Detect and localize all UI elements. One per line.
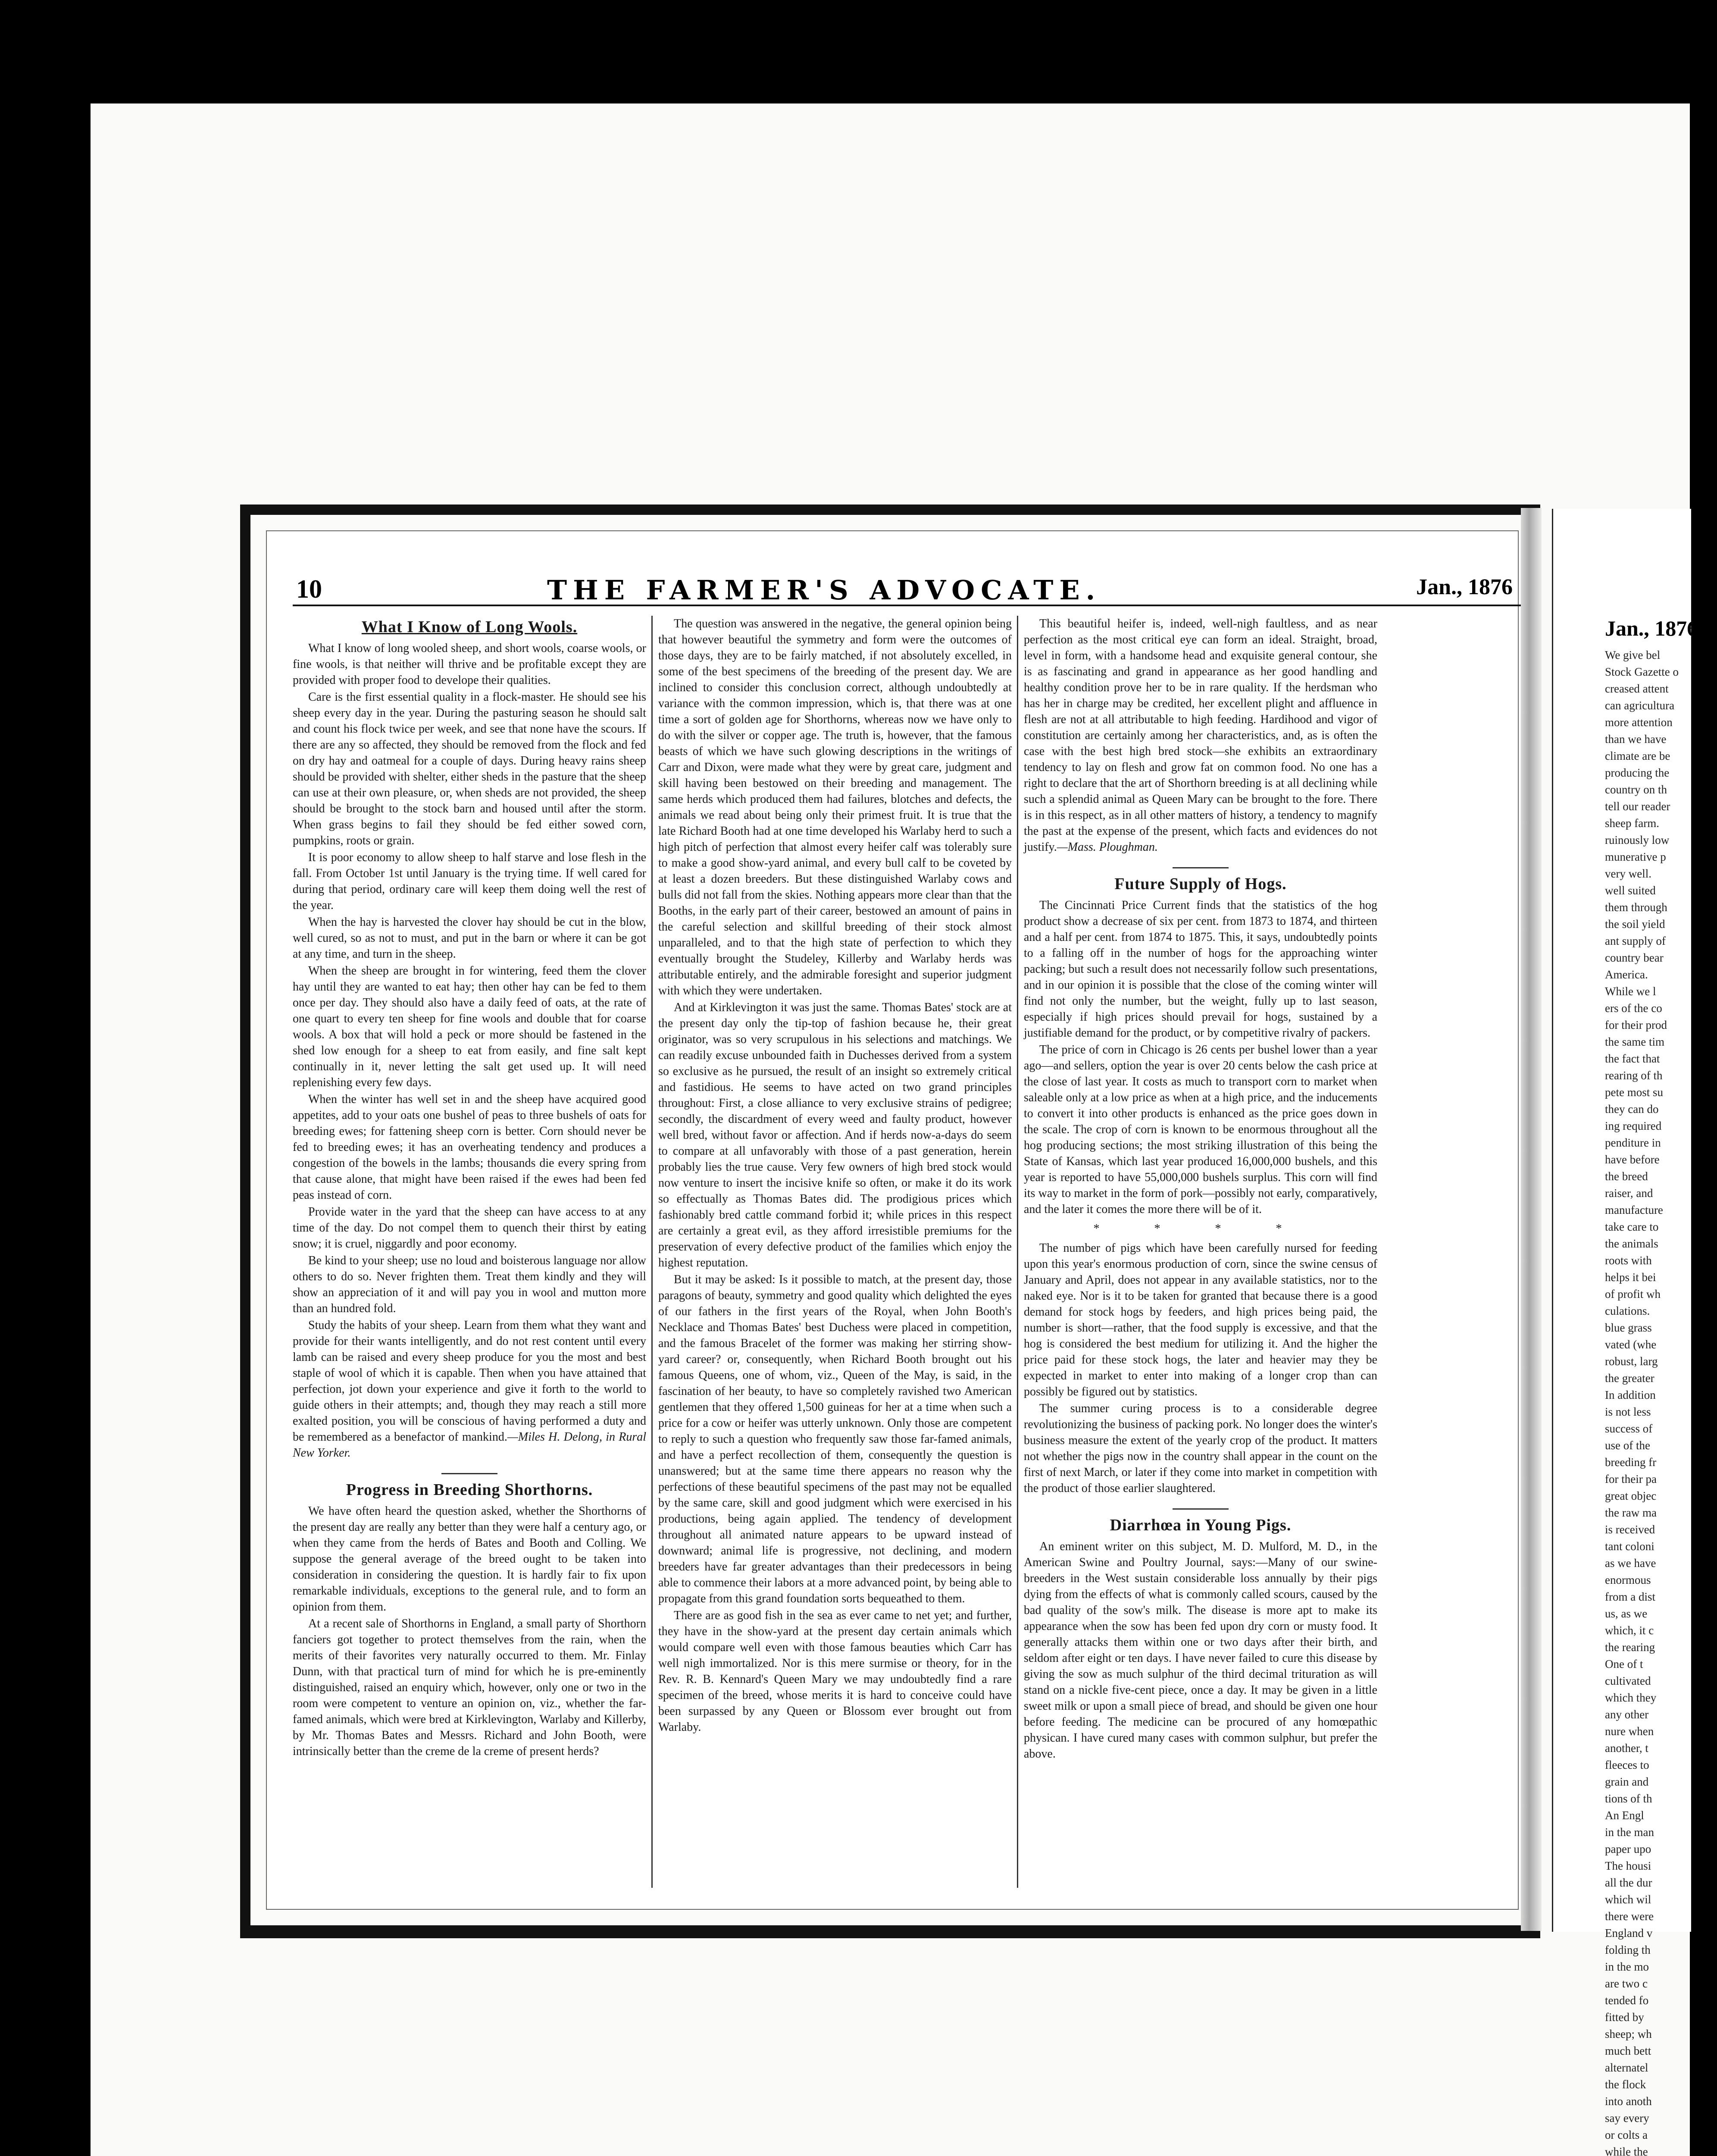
paragraph: What I know of long wooled sheep, and short wools, coarse wools, or fine wools, is that neither will thrive and be profitable except they are provided with proper food to develope their qualities. [293, 642, 646, 687]
facing-page-line: culations. [1605, 1304, 1650, 1317]
facing-page-line: in the mo [1605, 1960, 1649, 1973]
facing-page-line: the rearing [1605, 1641, 1655, 1654]
paragraph: Study the habits of your sheep. Learn from them what they want and provide for their wants intelligently, and do not rest content until every lamb can be raised and every sheep produce for you the most and best staple of wool of which it is capable. Then when you have attained that perfection, jot down your experience and give it forth to the world to guide others in their attempts; and, though they may reach a still more exalted position, you will be conscious of having performed a duty and be remembered as a benefactor of mankind.—Miles H. Delong, in Rural New Yorker. [293, 1319, 647, 1460]
facing-page-line: England v [1605, 1927, 1653, 1940]
facing-page-line: in the man [1605, 1826, 1654, 1839]
facing-page-line: us, as we [1605, 1607, 1648, 1620]
facing-page-line: more attention [1605, 716, 1673, 729]
newspaper-page [240, 505, 1540, 1938]
article-divider [1173, 1508, 1229, 1510]
facing-page-line: into anoth [1605, 2095, 1652, 2108]
facing-page-line: use of the [1605, 1439, 1650, 1452]
article-divider [441, 1473, 497, 1474]
facing-page-line: rearing of th [1605, 1069, 1663, 1082]
facing-page-line: tended fo [1605, 1994, 1649, 2007]
paragraph: We have often heard the question asked, whether the Shorthorns of the present day are really any better than they were half a century ago, or when they came from the herds of Bates and Booth and Colling. We suppose the general average of the breed ought to be taken into consideration in considering the question. It is hardly fair to fix upon remarkable individuals, exceptions to the general rule, and to form an opinion from them. [293, 1504, 646, 1614]
facing-page-line: are two c [1605, 1977, 1648, 1990]
article-body-shorthorns [293, 1503, 646, 1759]
facing-page-line: breeding fr [1605, 1456, 1657, 1469]
paragraph: Provide water in the yard that the sheep can have access to at any time of the day. Do not compel them to quench their thirst by eating snow; it is cruel, niggardly and poor economy. [293, 1205, 646, 1250]
facing-page-line: ing required [1605, 1119, 1662, 1132]
facing-page-line: or colts a [1605, 2128, 1648, 2141]
facing-page-line: raiser, and [1605, 1187, 1653, 1200]
facing-page-line: Stock Gazette o [1605, 665, 1679, 678]
facing-page-line: for their prod [1605, 1018, 1667, 1031]
facing-page-line: from a dist [1605, 1590, 1655, 1603]
facing-page-line: munerative p [1605, 850, 1666, 863]
paragraph: The summer curing process is to a considerable degree revolutionizing the business of packing pork. No longer does the winter's business measure the extent of the yearly crop of the product. It matters not whether the pigs now in the country shall appear in the count on the first of next March, or later if they come into market in competition with the product of those earlier slaughtered. [1024, 1402, 1377, 1495]
facing-page-line: ruinously low [1605, 834, 1670, 846]
facing-page-fragment [1552, 509, 1698, 2156]
column-3 [1024, 616, 1377, 1892]
paragraph: When the hay is harvested the clover hay should be cut in the blow, well cured, so as not to must, and put in the barn or where it can be got at any time, and turn in the sheep. [293, 915, 646, 961]
paragraph: At a recent sale of Shorthorns in England, a small party of Shorthorn fanciers got together to protect themselves from the rain, when the merits of their favorites very naturally occurred to them. Mr. Finlay Dunn, with that practical turn of mind for which he is pre-eminently distinguished, raised an enquiry which, however, only one or two in the room were competent to venture an opinion on, viz., whether the far-famed animals, which were bred at Kirklevington, Warlaby and Killerby, by Mr. Thomas Bates and Messrs. Richard and John Booth, were intrinsically better than the creme de la creme of present herds? [293, 1617, 646, 1758]
facing-page-line: the same tim [1605, 1035, 1664, 1048]
column-2 [658, 616, 1012, 1892]
facing-page-line: as we have [1605, 1557, 1656, 1570]
paragraph: An eminent writer on this subject, M. D. Mulford, M. D., in the American Swine and Poultry Journal, says:—Many of our swine-breeders in the West sustain considerable loss annually by their pigs dying from the effects of what is commonly called scours, caused by the bad quality of the sow's milk. The disease is more apt to make its appearance when the sow has been fed upon dry corn or musty food. It generally attacks them within one or two days after their birth, and seldom after eight or ten days. I have never failed to cure this disease by giving the sow as much sulphur of the third decimal trituration as will stand on a nickle five-cent piece, once a day. It may be given in a little sweet milk or upon a small piece of bread, and should be given one hour before feeding. The medicine can be procured of any homœpathic physican. I have cured many cases with common sulphur, but prefer the above. [1024, 1540, 1377, 1761]
facing-page-line: all the dur [1605, 1876, 1652, 1889]
paper-title: THE FARMER'S ADVOCATE. [547, 574, 1101, 606]
facing-page-line: the raw ma [1605, 1506, 1657, 1519]
facing-page-line: ers of the co [1605, 1002, 1662, 1015]
facing-page-line: which wil [1605, 1893, 1651, 1906]
facing-page-line: America. [1605, 968, 1648, 981]
article-title-long-wools: What I Know of Long Wools. [361, 618, 578, 636]
article-body-long-wools [293, 640, 646, 1461]
facing-page-line: alternatel [1605, 2061, 1648, 2074]
facing-page-line: manufacture [1605, 1203, 1663, 1216]
facing-page-line: they can do [1605, 1103, 1659, 1116]
facing-page-line: robust, larg [1605, 1355, 1658, 1368]
facing-page-line: much bett [1605, 2044, 1651, 2057]
facing-page-line: tell our reader [1605, 800, 1670, 813]
facing-page-line: We give bel [1605, 649, 1661, 661]
article-body-shorthorns-end [1024, 616, 1377, 855]
facing-page-line: One of t [1605, 1658, 1643, 1670]
paragraph: This beautiful heifer is, indeed, well-nigh faultless, and as near perfection as the most critical eye can form an ideal. Straight, broad, level in form, with a handsome head and exquisite general contour, she is as fascinating and grand in appearance as her good handling and healthy condition prove her to be in rare quality. If the herdsman who has her in charge may be credited, her excellent plight and affluence in flesh are not at all attributable to high feeding. Hardihood and vigor of constitution are certainly among her characteristics, and, as is often the case with the best high bred stock—she exhibits an extraordinary tendency to lay on flesh and grow fat on common food. No one has a right to declare that the art of Shorthorn breeding is at all declining while such a splendid animal as Queen Mary can be brought to the fore. There is in this respect, as in all other matters of history, a tendency to magnify the past at the expense of the present, which facts and evidences do not justify.—Mass. Ploughman. [1024, 617, 1377, 854]
facing-page-line: ant supply of [1605, 934, 1666, 947]
facing-page-line: country on th [1605, 783, 1667, 796]
facing-page-line: While we l [1605, 985, 1656, 998]
facing-page-line: which they [1605, 1691, 1657, 1704]
facing-page-line: the greater [1605, 1372, 1654, 1385]
facing-page-line: well suited [1605, 884, 1656, 897]
article-divider [1173, 867, 1229, 868]
facing-page-line: In addition [1605, 1388, 1656, 1401]
facing-page-line: another, t [1605, 1742, 1648, 1755]
facing-page-line: creased attent [1605, 682, 1669, 695]
facing-page-line: is received [1605, 1523, 1655, 1536]
paragraph: When the winter has well set in and the sheep have acquired good appetites, add to your oats one bushel of peas to three bushels of oats for breeding ewes; for fattening sheep corn is better. Corn should never be fed to breeding ewes; it has an overheating tendency and produces a congestion of the bowels in the lambs; thousands die every spring from that cause alone, that might have been raised if the ewes had been fed peas instead of corn. [293, 1093, 646, 1202]
facing-page-line: cultivated [1605, 1674, 1651, 1687]
facing-page-line: paper upo [1605, 1843, 1651, 1855]
attribution: —Mass. Ploughman. [1057, 840, 1158, 854]
facing-page-line: climate are be [1605, 749, 1670, 762]
facing-page-text [1605, 647, 1717, 2156]
paragraph: But it may be asked: Is it possible to match, at the present day, those paragons of beauty, symmetry and good quality which delighted the eyes of our fathers in the first years of the Royal, when John Booth's Necklace and Thomas Bates' best Duchess were placed in competition, and the famous Bracelet of the former was making her stirring show-yard career? or, consequently, when Richard Booth brought out his famous Queens, one of whom, viz., Queen of the May, is said, in the fascination of her beauty, to have so completely ravished two American gentlemen that they offered 1,500 guineas for her at a time when such a price for a cow or heifer was utterly unknown. Only those are competent to reply to such a question who frequently saw those far-famed animals, and have a perfect recollection of them, consequently the question is unanswered; but at the same time there appears no reason why the perfections of these beautiful specimens of the past may not be equalled by the same care, skill and good judgment which were exercised in his productions, being again applied. The tendency of development throughout all animated nature appears to be upward instead of downward; animal life is progressive, not declining, and modern breeders have far greater advantages than their predecessors in being able to commence their labors at a more advanced point, by being able to propagate from this grand foundation sorts bequeathed to them. [658, 1273, 1012, 1605]
paragraph: The question was answered in the negative, the general opinion being that however beautiful the symmetry and form were the outcomes of those days, they are to be fairly matched, if not absolutely excelled, in some of the best specimens of the breeding of the present day. We are inclined to consider this conclusion correct, although undoubtedly at variance with the common impression, which is, that there was at one time a sort of golden age for Shorthorns, whereas now we have only to do with the silver or copper age. The truth is, however, that the famous beasts of which we have such glowing descriptions in the writings of Carr and Dixon, were made what they were by great care, judgment and skill having been bestowed on their breeding and management. The same herds which produced them had failures, blotches and defects, the animals we read about being only their primest fruit. It is true that the late Richard Booth had at one time developed his Warlaby herd to such a high pitch of perfection that almost every heifer calf was tolerably sure to make a good show-yard animal, and every bull calf to be coveted by at least a dozen breeders. But these distinguished Warlaby cows and bulls did not fall from the skies. Nothing appears more clear than that the Booths, in the early part of their career, bestowed an amount of pains in the careful selection and skillful breeding of their stock almost unparalleled, and to that the high state of perfection to which they eventually brought the Studeley, Killerby and Warlaby herds was attributable entirely, and the admirable foresight and superior judgment with which they were undertaken. [658, 617, 1012, 997]
facing-page-date: Jan., 1876 [1605, 616, 1698, 640]
facing-page-line: which, it c [1605, 1624, 1654, 1637]
paragraph: Care is the first essential quality in a flock-master. He should see his sheep every day in the year. During the pasturing season he should salt and count his flock twice per week, and see that none have the scours. If there are any so affected, they should be removed from the flock and fed on dry hay and oatmeal for a couple of days. During heavy rains sheep should be provided with shelter, either sheds in the pasture that the sheep can use at their own pleasure, or, when sheds are not provided, the sheep should be brought to the stock barn and housed until after the storm. When grass begins to fail they should be fed either sowed corn, pumpkins, roots or grain. [293, 690, 646, 847]
facing-page-line: roots with [1605, 1254, 1652, 1267]
paragraph: The price of corn in Chicago is 26 cents per bushel lower than a year ago—and sellers, option the year is over 20 cents below the cash price at the close of last year. It costs as much to transport corn to market when saleable only at a low price as when at a high price, and the inducements to convert it into other products is enhanced as the price goes down in the scale. The crop of corn is known to be enormous throughout all the hog producing sections; the most striking illustration of this being the State of Kansas, which last year produced 16,000,000 bushels, and this year is reported to have 55,000,000 bushels surplus. This corn will find its way to market in the form of pork—possibly not early, comparatively, and the later it comes the more there will be of it. [1024, 1043, 1377, 1216]
facing-page-line: very well. [1605, 867, 1651, 880]
masthead [293, 574, 1526, 606]
facing-page-line: than we have [1605, 733, 1667, 746]
facing-page-line: pete most su [1605, 1086, 1663, 1099]
article-body-hogs-continued [1024, 1240, 1377, 1496]
facing-page-line: have before [1605, 1153, 1660, 1166]
paragraph: It is poor economy to allow sheep to half starve and lose flesh in the fall. From October 1st until January is the trying time. If well cared for during that period, ordinary care will keep them doing well the rest of the year. [293, 851, 646, 912]
facing-page-line: any other [1605, 1708, 1649, 1721]
paragraph: There are as good fish in the sea as ever came to net yet; and further, they have in the show-yard at the present day certain animals which would compare well even with those famous beauties which Carr has well nigh immortalized. Nor is this mere surmise or theory, for in the Rev. R. B. Kennard's Queen Mary we may undoubtedly find a rare specimen of the breed, whose merits it is hard to conceive could have been surpassed by any Queen or Blossom ever brought out from Warlaby. [658, 1609, 1012, 1734]
facing-page-line: success of [1605, 1422, 1653, 1435]
facing-page-line: fleeces to [1605, 1758, 1649, 1771]
column-rule [651, 616, 653, 1888]
facing-page-line: can agricultura [1605, 699, 1675, 712]
facing-page-line: great objec [1605, 1489, 1657, 1502]
article-body-diarrhoea [1024, 1539, 1377, 1762]
facing-page-line: the soil yield [1605, 918, 1665, 931]
facing-page-line: blue grass [1605, 1321, 1652, 1334]
facing-page-line: sheep farm. [1605, 817, 1659, 830]
facing-page-line: grain and [1605, 1775, 1649, 1788]
facing-page-line: vated (whe [1605, 1338, 1657, 1351]
attribution: —Miles H. Delong, in Rural New Yorker. [293, 1430, 647, 1460]
paragraph: The Cincinnati Price Current finds that the statistics of the hog product show a decrease of six per cent. from 1873 to 1874, and thirteen and a half per cent. from 1874 to 1875. This, it says, undoubtedly points to a falling off in the number of hogs for the approaching winter packing; but such a result does not necessarily follow such presentations, and in our opinion it is possible that the close of the coming winter will find not only the number, but the weight, fully up to last season, especially if high prices should prevail for hogs, sustained by a justifiable demand for the product, or by competitive rivalry of packers. [1024, 899, 1377, 1040]
facing-page-line: is not less [1605, 1405, 1651, 1418]
issue-date: Jan., 1876 [1416, 575, 1513, 599]
facing-page-line: for their pa [1605, 1473, 1657, 1485]
paragraph: The number of pigs which have been carefully nursed for feeding upon this year's enormous production of corn, since the swine census of January and April, does not appear in any available statistics, nor to the naked eye. Nor is it to be taken for granted that because there is a good demand for stock hogs by feeders, and high prices being paid, the number is short—rather, that the food supply is excessive, and that the hog is considered the best medium for utilizing it. And the higher the price paid for these stock hogs, the later and heavier may they be expected in market to enter into making of a longer crop than can possibly be figured out by statistics. [1024, 1241, 1377, 1398]
paragraph: Be kind to your sheep; use no loud and boisterous language nor allow others to do so. Never frighten them. Treat them kindly and they will show an appreciation of it and will pay you in wool and mutton more than an hundred fold. [293, 1254, 646, 1315]
facing-page-line: enormous [1605, 1573, 1651, 1586]
article-title-shorthorns: Progress in Breeding Shorthorns. [346, 1481, 593, 1499]
facing-page-line: there were [1605, 1910, 1654, 1923]
facing-page-line: say every [1605, 2112, 1649, 2125]
facing-page-line: the breed [1605, 1170, 1648, 1183]
page-gutter-shadow [1521, 508, 1542, 1931]
article-body-shorthorns-continued [658, 616, 1012, 1735]
article-body-hogs [1024, 897, 1377, 1217]
column-1 [293, 616, 646, 1892]
facing-page-line: The housi [1605, 1859, 1651, 1872]
facing-page-line: of profit wh [1605, 1288, 1661, 1300]
column-rule [1017, 616, 1018, 1888]
facing-page-line: them through [1605, 901, 1667, 914]
facing-page-line: the flock [1605, 2078, 1646, 2091]
paragraph: And at Kirklevington it was just the same. Thomas Bates' stock are at the present day only the tip-top of fashion because he, their great originator, was so very scrupulous in his selections and matchings. We can readily excuse unbounded faith in Duchesses derived from a system so exclusive as he pursued, the result of an insight so extremely critical and fastidious. He seems to have acted on two grand principles throughout: First, a close alliance to very exclusive strains of pedigree; secondly, the discardment of every weed and faulty product, however well bred, without favor or affection. And if herds now-a-days do seem to compare at all unfavorably with those of a past generation, herein probably lies the true cause. Very few owners of high bred stock would now venture to insert the incisive knife so often, or make it do its work so effectually as Thomas Bates did. The prodigious prices which fashionably bred cattle command forbid it; while prices in this respect are certainly a great evil, as they afford irresistible premiums for the preservation of every defective product of the families which enjoy the highest reputation. [658, 1001, 1012, 1269]
paragraph: When the sheep are brought in for wintering, feed them the clover hay until they are wanted to eat hay; then other hay can be fed to them once per day. They should also have a daily feed of oats, at the rate of one quart to every ten sheep for fine wools and double that for coarse wools. A box that will hold a peck or more should be fastened in the shed low enough for a sheep to eat from easily, and fine salt kept continually in it, never letting the salt get used up. It will need replenishing every few days. [293, 964, 646, 1089]
facing-page-line: An Engl [1605, 1809, 1644, 1822]
facing-page-line: while the [1605, 2145, 1648, 2156]
facing-page-line: tions of th [1605, 1792, 1652, 1805]
facing-page-line: folding th [1605, 1943, 1651, 1956]
facing-page-line: fitted by [1605, 2011, 1644, 2024]
article-title-hogs: Future Supply of Hogs. [1114, 875, 1287, 893]
facing-page-line: producing the [1605, 766, 1670, 779]
facing-page-line: take care to [1605, 1220, 1659, 1233]
facing-page-line: penditure in [1605, 1136, 1661, 1149]
facing-page-line: helps it bei [1605, 1271, 1656, 1284]
facing-page-line: sheep; wh [1605, 2028, 1652, 2040]
facing-page-line: country bear [1605, 951, 1664, 964]
section-break-stars: * * * * [1093, 1222, 1308, 1235]
facing-page-line: tant coloni [1605, 1540, 1654, 1553]
article-title-diarrhoea: Diarrhœa in Young Pigs. [1110, 1516, 1292, 1534]
facing-page-line: the animals [1605, 1237, 1658, 1250]
facing-page-line: nure when [1605, 1725, 1654, 1738]
page-number: 10 [296, 575, 322, 603]
facing-page-line: the fact that [1605, 1052, 1660, 1065]
page-content [266, 530, 1519, 1910]
